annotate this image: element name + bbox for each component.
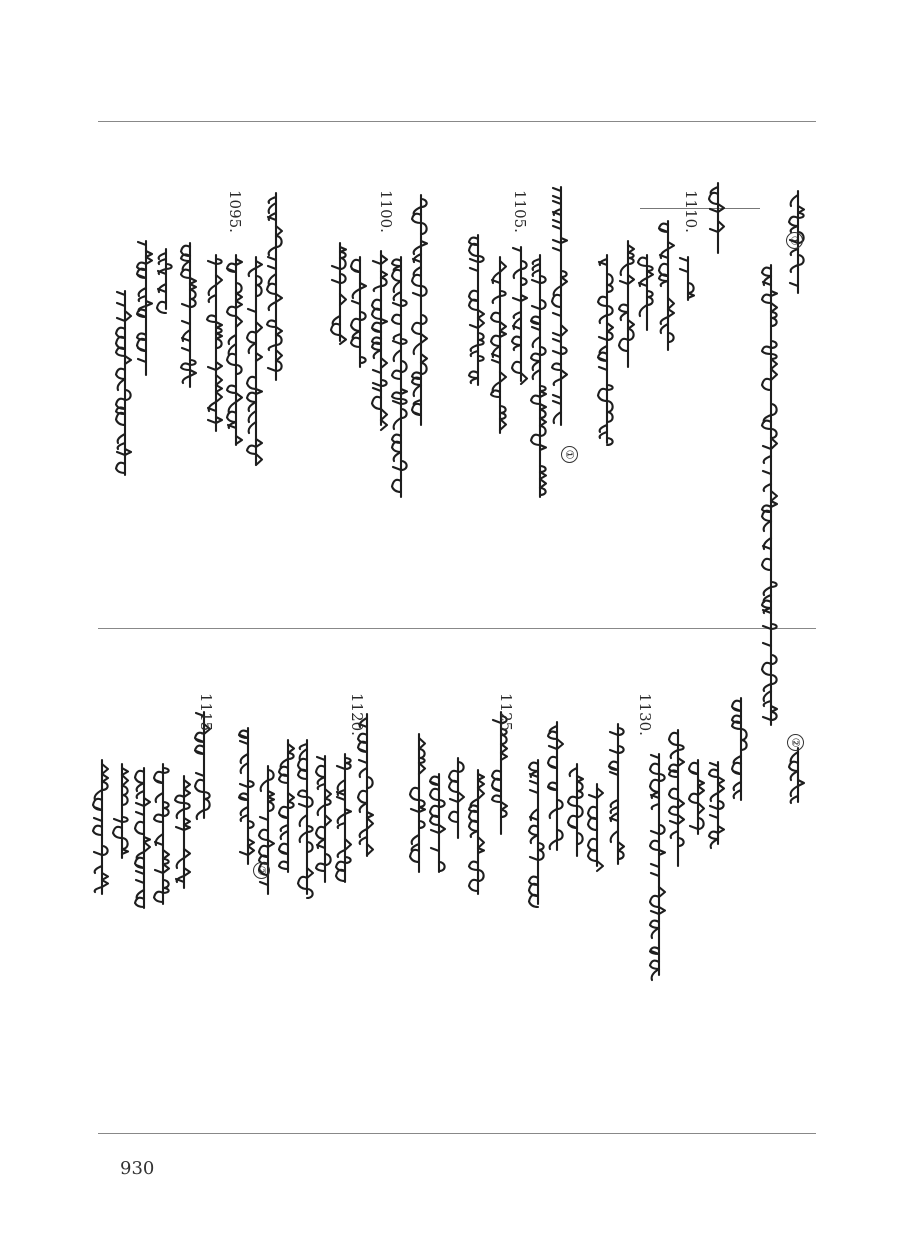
footnote-marker-1: ① bbox=[786, 232, 803, 249]
verse-number-1130: 1130. bbox=[636, 693, 654, 736]
verse-number-1115: 1115. bbox=[197, 693, 215, 736]
verse-number-1120: 1120. bbox=[348, 693, 366, 736]
verse-number-1110: 1110. bbox=[682, 190, 700, 233]
page-number: 930 bbox=[120, 1158, 155, 1179]
top-rule bbox=[98, 121, 816, 122]
inline-footnote-marker-1: ① bbox=[561, 446, 578, 463]
verse-number-1125: 1125. bbox=[497, 693, 515, 736]
verse-number-1095: 1095. bbox=[226, 190, 244, 233]
verse-number-1105: 1105. bbox=[511, 190, 529, 233]
bottom-mongolian-text bbox=[0, 632, 899, 1132]
bottom-rule bbox=[98, 1133, 816, 1134]
verse-number-1100: 1100. bbox=[377, 190, 395, 233]
inline-footnote-marker-2: ② bbox=[253, 862, 270, 879]
footnote-marker-2: ② bbox=[787, 734, 804, 751]
